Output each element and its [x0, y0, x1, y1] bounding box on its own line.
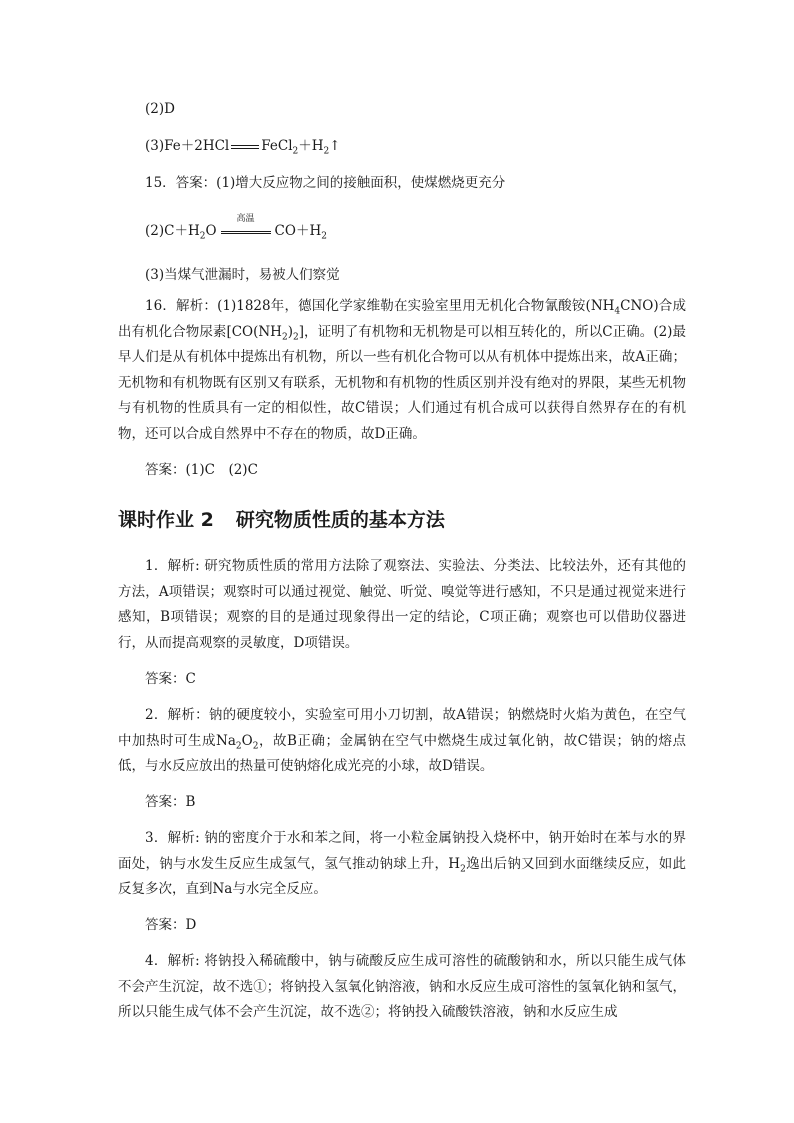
eq-lhs-o: O [205, 223, 217, 239]
q1-analysis [118, 554, 686, 656]
subscript: 2 [321, 231, 327, 242]
q1-answer [145, 670, 196, 688]
q3-answer [145, 916, 196, 934]
reaction-condition [221, 213, 271, 241]
eq-lhs: (3)Fe＋2HCl [145, 138, 230, 154]
q16-text-a: 16．解析：(1)1828年，德国化学家维勒在实验室里用无机化合物氰酸铵(NH [145, 298, 615, 314]
subscript: 2 [292, 332, 299, 343]
q1-answer-text: 答案：C [145, 671, 196, 687]
subscript: 2 [235, 741, 242, 752]
q3-text-b: 逸出后钠又回到水面继续反应，如此反复多次，直到Na与水完全反应。 [118, 855, 687, 898]
q16-text-c: ) [287, 323, 293, 340]
q14-answer-part2 [145, 100, 175, 118]
q2-text-b: O [241, 732, 253, 749]
eq-rhs-fecl: FeCl [261, 138, 293, 154]
q2-answer [145, 793, 195, 811]
q15-answer-1 [145, 174, 505, 192]
condition-label: 高温 [236, 213, 255, 224]
q14-equation [145, 137, 341, 156]
q15-equation [145, 213, 327, 242]
subscript: 2 [292, 146, 299, 157]
q16-answer [145, 461, 258, 479]
q16-text-d: ]，证明了有机物和无机物是可以相互转化的，所以C正确。(2)最早人们是从有机体中提炼出有机物，所以一些有机化合物可以从有机体中提炼出来，故A正确；无机物和有机物既有区别又有联系，无机物和有机物的性质区别并没有绝对的界限，某些无机物与有机物的性质具有一定的相似性，故C错误；人们通过有机合成可以获得自然界存在的有机物，还可以合成自然界中不存在的物质，故D正确。 [118, 323, 686, 442]
section-heading [118, 506, 445, 534]
q1-text: 1．解析: 研究物质性质的常用方法除了观察法、实验法、分类法、比较法外，还有其他的方法，A项错误；观察时可以通过视觉、触觉、听觉、嗅觉等进行感知，不只是通过视觉来进行感知，B项错误；观察的目的是通过现象得出一定的结论，C项正确；观察也可以借助仪器进行，从而提高观察的灵敏度，D项错误。 [118, 558, 686, 651]
subscript: 2 [281, 332, 288, 343]
subscript: 2 [199, 231, 206, 242]
q4-analysis [118, 949, 686, 1026]
eq-lhs: (2)C＋H [145, 223, 200, 239]
gas-arrow-icon: ↑ [329, 138, 341, 154]
eq-rhs-h: ＋H [298, 138, 324, 154]
equals-sign [231, 138, 259, 156]
q3-text-a: 3．解析: 钠的密度介于水和苯之间，将一小粒金属钠投入烧杯中，钠开始时在苯与水的界面处，钠与水发生反应生成氢气，氢气推动钠球上升，H [118, 830, 686, 872]
q14-part2-text: (2)D [145, 101, 175, 117]
q15-answer-3 [145, 266, 340, 284]
q2-analysis [118, 703, 686, 780]
subscript: 2 [460, 864, 466, 875]
section-label: 课时作业 2 [118, 509, 214, 531]
q16-answer-text: 答案：(1)C (2)C [145, 462, 258, 478]
q2-answer-text: 答案：B [145, 794, 196, 810]
eq-rhs: CO＋H [274, 223, 322, 239]
q2-text-a: 2．解析：钠的硬度较小，实验室可用小刀切割，故A错误；钠燃烧时火焰为黄色，在空气中加热时可生成Na [118, 707, 686, 749]
q2-text-c: ，故B正确；金属钠在空气中燃烧生成过氧化钠，故C错误；钠的熔点低，与水反应放出的热量可使钠熔化成光亮的小球，故D错误。 [118, 732, 686, 775]
q4-text: 4．解析: 将钠投入稀硫酸中，钠与硫酸反应生成可溶性的硫酸钠和水，所以只能生成气体不会产生沉淀，故不选①；将钠投入氢氧化钠溶液，钠和水反应生成可溶性的氢氧化钠和氢气，所以只能生成气体不会产生沉淀，故不选②；将钠投入硫酸铁溶液，钠和水反应生成 [118, 953, 686, 1021]
q15-answer1-text: 15．答案：(1)增大反应物之间的接触面积，使煤燃烧更充分 [145, 175, 506, 191]
subscript: 2 [252, 741, 259, 752]
section-title: 研究物质性质的基本方法 [235, 509, 445, 531]
q16-analysis [118, 294, 686, 448]
q15-answer3-text: (3)当煤气泄漏时，易被人们察觉 [145, 267, 340, 283]
subscript: 4 [614, 306, 621, 317]
subscript: 2 [323, 146, 330, 157]
q16-text-b: CNO)合成出有机化合物尿素[CO(NH [118, 298, 686, 340]
q3-answer-text: 答案：D [145, 917, 197, 933]
q3-analysis [118, 826, 686, 903]
